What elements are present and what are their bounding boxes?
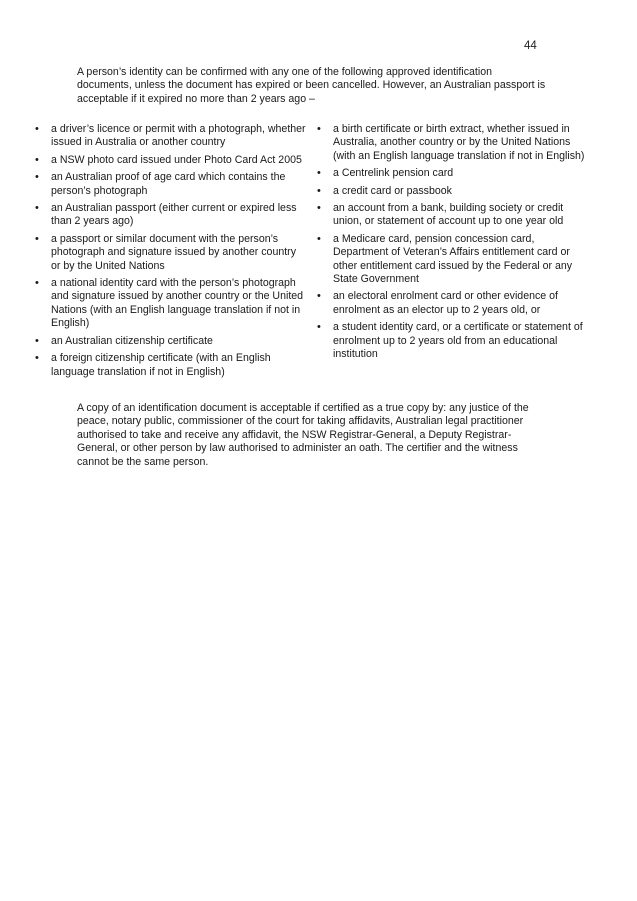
bullet-icon: •: [317, 232, 321, 245]
bullet-icon: •: [35, 171, 39, 184]
bullet-icon: •: [317, 167, 321, 180]
list-item: [316, 185, 592, 198]
bullet-icon: •: [35, 352, 39, 365]
list-item-text: a Medicare card, pension concession card, Department of Veteran’s Affairs entitlement card or other entitlement card issued by the Federal or any State Government: [333, 232, 573, 286]
bullet-icon: •: [35, 334, 39, 347]
bullet-icon: •: [35, 153, 39, 166]
bullet-icon: •: [317, 123, 321, 135]
list-item: [34, 202, 306, 229]
closing-paragraph: A copy of an identification document is acceptable if certified as a true copy by: any justice of the peace, notary public, commissioner of the court for taking affidavits, Australian legal practitioner authorised to take and receive any affidavit, the NSW Registrar-General, a Deputy Registrar-General, or other person by law authorised to administer an oath. The certifier and the witness cannot be the same person.: [77, 402, 529, 468]
list-item-text: an Australian passport (either current or expired less than 2 years ago): [51, 202, 297, 228]
bullet-icon: •: [35, 277, 39, 290]
list-item: [316, 202, 592, 229]
list-item-text: a student identity card, or a certificate or statement of enrolment up to 2 years old from an educational institution: [333, 321, 583, 361]
list-item-text: a passport or similar document with the person’s photograph and signature issued by another country or by the United Nations: [51, 232, 297, 272]
list-item: [316, 290, 592, 317]
list-item-text: a national identity card with the person’s photograph and signature issued by another country or the United Nations (with an English language translation if not in English): [51, 277, 304, 330]
list-item-text: a birth certificate or birth extract, whether issued in Australia, another country or by the United Nations (with an English language translation if not in English): [333, 123, 585, 162]
bullet-icon: •: [317, 184, 321, 197]
list-item: [34, 123, 306, 150]
bullet-icon: •: [317, 321, 321, 334]
right-id-list: [316, 123, 592, 366]
list-item: [316, 321, 592, 361]
list-item-text: an account from a bank, building society or credit union, or statement of account up to one year old: [333, 202, 564, 228]
list-item-text: an electoral enrolment card or other evidence of enrolment as an elector up to 2 years old, or: [333, 290, 558, 316]
list-item: [316, 123, 592, 163]
list-item: [34, 154, 306, 167]
page-number: 44: [524, 40, 537, 52]
bullet-icon: •: [35, 123, 39, 135]
list-item: [34, 233, 306, 273]
bullet-icon: •: [317, 290, 321, 303]
list-item-text: a credit card or passbook: [333, 184, 452, 197]
list-item-text: a driver’s licence or permit with a photograph, whether issued in Australia or another country: [51, 123, 306, 149]
bullet-icon: •: [317, 202, 321, 215]
list-item-text: an Australian proof of age card which contains the person’s photograph: [51, 171, 286, 197]
bullet-icon: •: [35, 202, 39, 215]
list-item: [34, 335, 306, 348]
list-item: [316, 233, 592, 287]
list-item: [34, 171, 306, 198]
list-item-text: a foreign citizenship certificate (with an English language translation if not in English): [51, 352, 271, 378]
left-id-list: [34, 123, 306, 383]
list-item: [34, 352, 306, 379]
list-item-text: a NSW photo card issued under Photo Card Act 2005: [51, 153, 302, 166]
bullet-icon: •: [35, 232, 39, 245]
list-item: [34, 277, 306, 331]
list-item-text: an Australian citizenship certificate: [51, 334, 213, 347]
intro-paragraph: A person’s identity can be confirmed with any one of the following approved identification documents, unless the document has expired or been cancelled. However, an Australian passport is acceptable if it expired no more than 2 years ago –: [77, 66, 546, 105]
list-item: [316, 167, 592, 180]
list-item-text: a Centrelink pension card: [333, 167, 454, 180]
